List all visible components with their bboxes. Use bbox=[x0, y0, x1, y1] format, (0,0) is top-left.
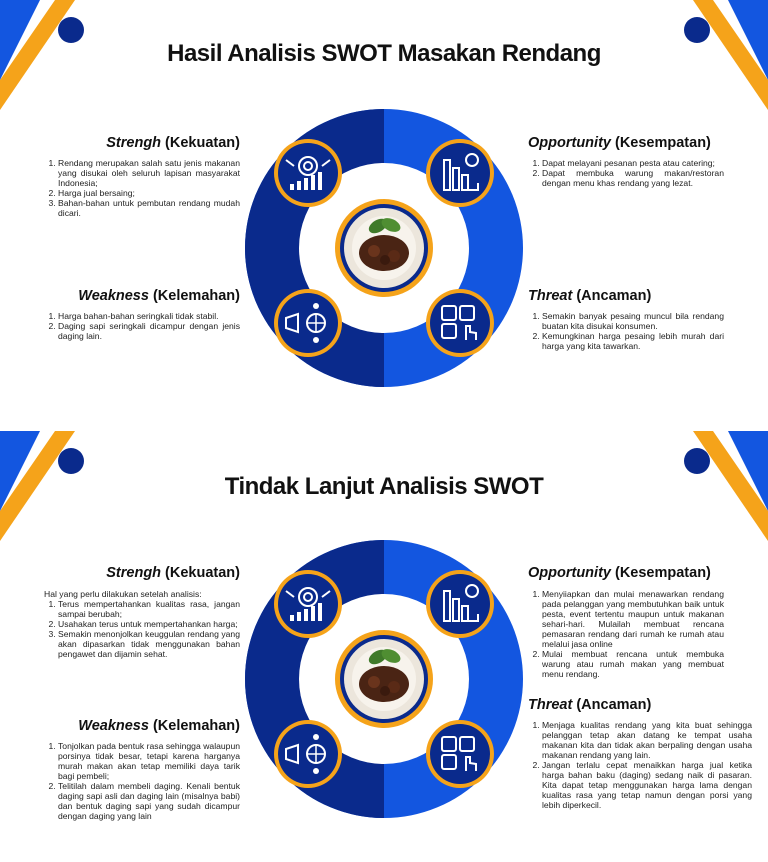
list-item: 1. Dapat melayani pesanan pesta atau catering; bbox=[542, 158, 724, 168]
strength-list bbox=[44, 158, 240, 218]
strength-label-rest: (Kekuatan) bbox=[161, 565, 240, 581]
target-growth-chart-icon bbox=[274, 139, 342, 207]
threat-list bbox=[528, 311, 724, 351]
list-item: 2. Dapat membuka warung makan/restoran dengan menu khas rendang yang lezat. bbox=[542, 168, 724, 188]
threat-label-rest: (Ancaman) bbox=[572, 288, 652, 304]
threat-list bbox=[528, 720, 752, 810]
list-item: 3. Bahan-bahan untuk pembutan rendang mudah dicari. bbox=[58, 198, 240, 218]
list-item: 2. Telitilah dalam membeli daging. Kenali bentuk daging sapi asli dan daging lain (misalnya babi) dan bentuk daging sapi yang sudah dicampur dengan daging yang lain bbox=[58, 781, 240, 821]
opportunity-label-rest: (Kesempatan) bbox=[610, 135, 711, 151]
strength-label-rest: (Kekuatan) bbox=[161, 135, 240, 151]
threat-heading bbox=[528, 288, 651, 304]
strength-intro: Hal yang perlu dilakukan setelah analisis: bbox=[44, 589, 202, 599]
slide-swot-analysis bbox=[0, 0, 768, 416]
contact-touch-icon bbox=[426, 289, 494, 357]
declining-bar-chart-icon bbox=[426, 139, 494, 207]
threat-label-italic: Threat bbox=[528, 288, 573, 304]
weakness-list bbox=[44, 311, 240, 341]
list-item: 1. Semakin banyak pesaing muncul bila rendang buatan kita disukai konsumen. bbox=[542, 311, 724, 331]
list-item: 2. Kemungkinan harga pesaing lebih murah dari harga yang kita tawarkan. bbox=[542, 331, 724, 351]
target-growth-chart-icon bbox=[274, 570, 342, 638]
list-item: 1. Menjaga kualitas rendang yang kita buat sehingga pelanggan tetap akan datang ke tempat usaha makanan kita dan tidak akan berpaling dengan usaha makanan rendang yang lain. bbox=[542, 720, 752, 760]
declining-bar-chart-icon bbox=[426, 570, 494, 638]
list-item: 2. Usahakan terus untuk mempertahankan harga; bbox=[58, 619, 240, 629]
opportunity-label-italic: Opportunity bbox=[528, 135, 611, 151]
weakness-label-rest: (Kelemahan) bbox=[148, 718, 240, 734]
rendang-dish-photo bbox=[335, 630, 433, 728]
rendang-dish-photo bbox=[335, 199, 433, 297]
opportunity-label-rest: (Kesempatan) bbox=[610, 565, 711, 581]
list-item: 1. Harga bahan-bahan seringkali tidak stabil. bbox=[58, 311, 240, 321]
swot-ring-diagram bbox=[244, 539, 524, 819]
weakness-label-italic: Weakness bbox=[78, 718, 149, 734]
strength-list bbox=[44, 589, 240, 659]
weakness-heading bbox=[78, 288, 240, 304]
list-item: 1. Rendang merupakan salah satu jenis makanan yang disukai oleh seluruh lapisan masyarakat Indonesia; bbox=[58, 158, 240, 188]
strength-label-italic: Strengh bbox=[106, 565, 162, 581]
megaphone-globe-icon bbox=[274, 720, 342, 788]
opportunity-heading bbox=[528, 565, 711, 581]
opportunity-heading bbox=[528, 135, 711, 151]
threat-heading bbox=[528, 697, 651, 713]
weakness-label-italic: Weakness bbox=[78, 288, 149, 304]
weakness-heading bbox=[78, 718, 240, 734]
list-item: 3. Semakin menonjolkan keuggulan rendang yang akan dipasarkan tidak menggunakan bahan pengawet dan dijamin sehat. bbox=[58, 629, 240, 659]
list-item: 1. Terus mempertahankan kualitas rasa, jangan sampai berubah; bbox=[58, 599, 240, 619]
page-title: Tindak Lanjut Analisis SWOT bbox=[224, 473, 544, 500]
list-item: 2. Daging sapi seringkali dicampur dengan jenis daging lain. bbox=[58, 321, 240, 341]
opportunity-list bbox=[528, 589, 724, 679]
list-item: 2. Mulai membuat rencana untuk membuka warung atau rumah makan yang membuat menu rendang. bbox=[542, 649, 724, 679]
list-item: 1. Tonjolkan pada bentuk rasa sehingga walaupun porsinya tidak besar, tetapi karena harganya murah makan akan tetap memiliki daya tarik bagi pembeli; bbox=[58, 741, 240, 781]
strength-label-italic: Strengh bbox=[106, 135, 162, 151]
megaphone-globe-icon bbox=[274, 289, 342, 357]
opportunity-label-italic: Opportunity bbox=[528, 565, 611, 581]
contact-touch-icon bbox=[426, 720, 494, 788]
list-item: 2. Jangan terlalu cepat menaikkan harga jual ketika harga bahan baku (daging) sedang naik di pasaran. Kita dapat tetap menggunakan harga lama dengan kualitas rasa yang tetap namun dengan porsi yang lebih diperkecil. bbox=[542, 760, 752, 810]
weakness-label-rest: (Kelemahan) bbox=[148, 288, 240, 304]
strength-heading bbox=[106, 135, 240, 151]
weakness-list bbox=[44, 741, 240, 821]
opportunity-list bbox=[528, 158, 724, 188]
strength-heading bbox=[106, 565, 240, 581]
swot-ring-diagram bbox=[244, 108, 524, 388]
page-title: Hasil Analisis SWOT Masakan Rendang bbox=[167, 40, 601, 67]
list-item: 2. Harga jual bersaing; bbox=[58, 188, 240, 198]
threat-label-italic: Threat bbox=[528, 697, 573, 713]
slide-swot-follow-up bbox=[0, 431, 768, 862]
slide-separator bbox=[0, 416, 768, 431]
threat-label-rest: (Ancaman) bbox=[572, 697, 652, 713]
list-item: 1. Menyiiapkan dan mulai menawarkan rendang pada pelanggan yang membutuhkan baik untuk pesta, event tertentu maupun untuk makanan sehari-hari. Mulailah membuat rencana pemasaran rendang dari rumah ke rumah atau melalui jasa online bbox=[542, 589, 724, 649]
